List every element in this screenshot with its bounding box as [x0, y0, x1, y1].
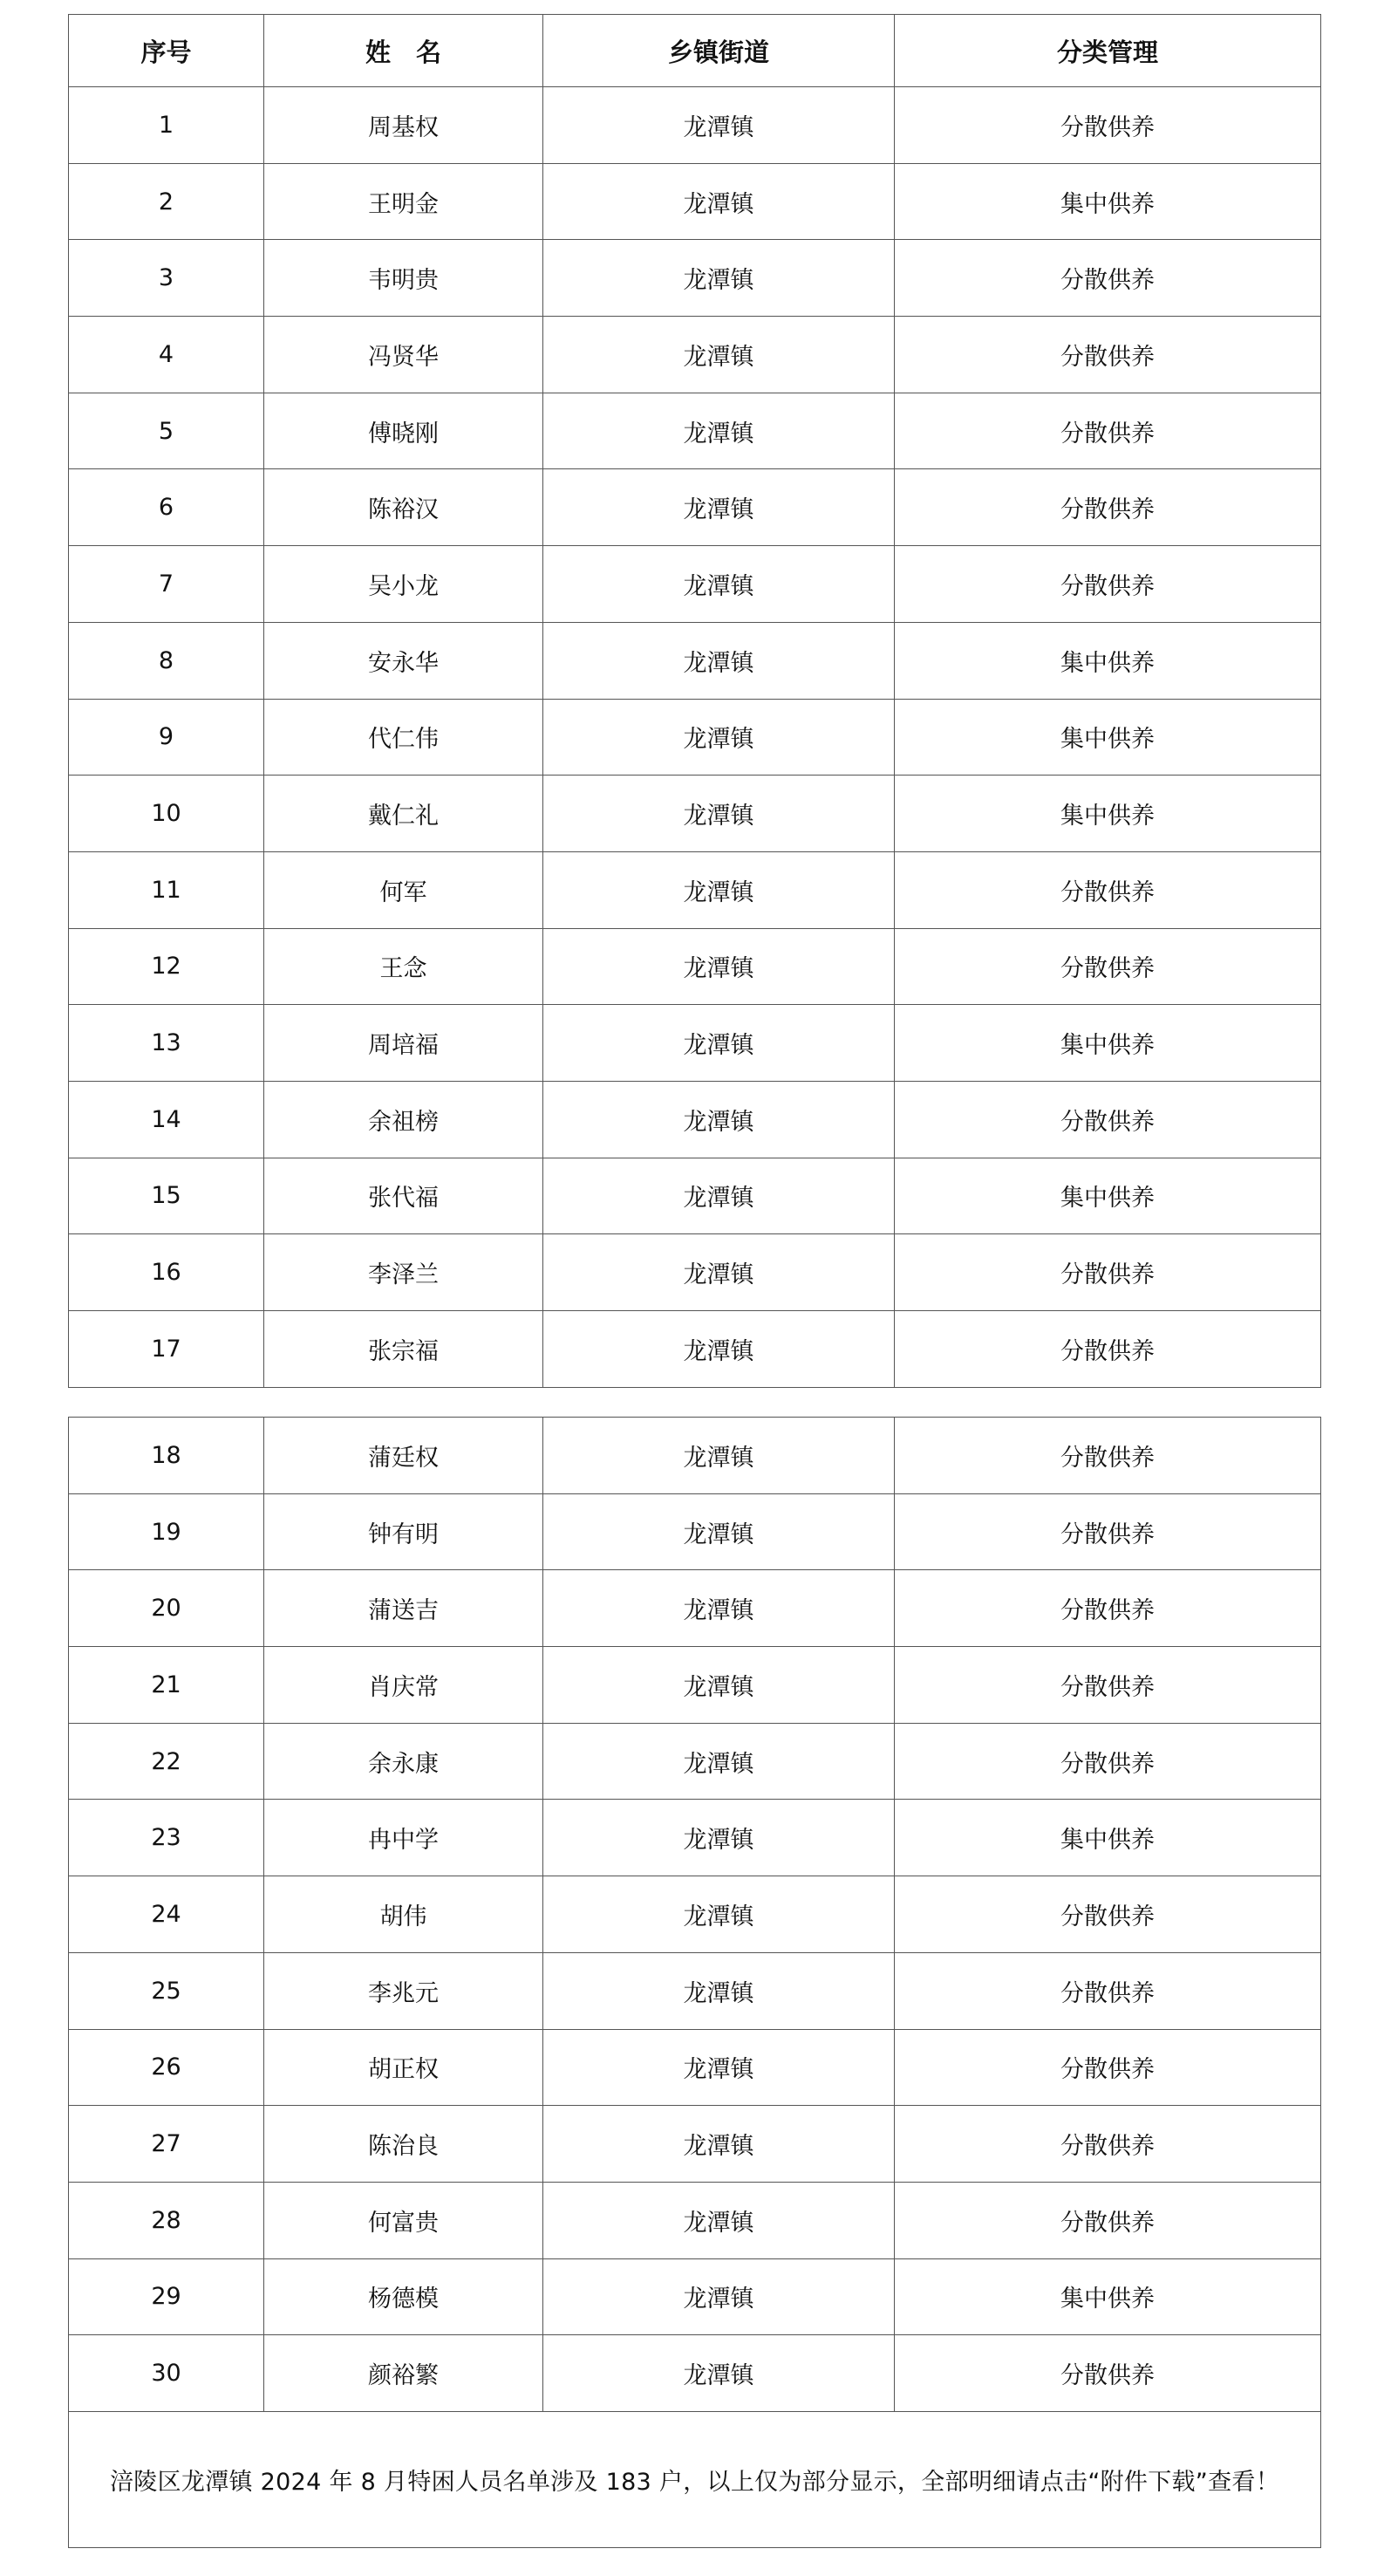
cell-name: 傅晓刚: [264, 393, 543, 469]
cell-name: 王念: [264, 928, 543, 1005]
cell-category: 分散供养: [895, 393, 1321, 469]
cell-category: 分散供养: [895, 851, 1321, 928]
cell-town: 龙潭镇: [543, 87, 895, 164]
cell-name: 蒲送吉: [264, 1570, 543, 1647]
cell-name: 张宗福: [264, 1311, 543, 1388]
cell-name: 冉中学: [264, 1800, 543, 1876]
roster-table-part-2: [68, 1417, 1321, 2548]
cell-category: 集中供养: [895, 1158, 1321, 1234]
cell-town: 龙潭镇: [543, 1311, 895, 1388]
cell-town: 龙潭镇: [543, 240, 895, 317]
cell-category: 分散供养: [895, 1081, 1321, 1158]
table-row: [69, 546, 1321, 623]
cell-category: 分散供养: [895, 546, 1321, 623]
cell-name: 颜裕繁: [264, 2335, 543, 2412]
cell-no: 10: [69, 776, 264, 852]
cell-name: 余祖榜: [264, 1081, 543, 1158]
cell-no: 17: [69, 1311, 264, 1388]
cell-category: 集中供养: [895, 1005, 1321, 1082]
cell-name: 张代福: [264, 1158, 543, 1234]
cell-town: 龙潭镇: [543, 851, 895, 928]
footer-row: [69, 2411, 1321, 2547]
cell-no: 8: [69, 622, 264, 699]
table-row: [69, 1418, 1321, 1494]
cell-no: 1: [69, 87, 264, 164]
table-row: [69, 240, 1321, 317]
table-row: [69, 393, 1321, 469]
table-row: [69, 622, 1321, 699]
cell-category: 分散供养: [895, 1311, 1321, 1388]
cell-category: 分散供养: [895, 87, 1321, 164]
cell-no: 13: [69, 1005, 264, 1082]
cell-name: 余永康: [264, 1723, 543, 1800]
cell-town: 龙潭镇: [543, 2258, 895, 2335]
cell-no: 24: [69, 1876, 264, 1953]
cell-no: 5: [69, 393, 264, 469]
cell-name: 陈裕汉: [264, 469, 543, 546]
roster-table-part-1: [68, 14, 1321, 1388]
cell-category: 分散供养: [895, 2335, 1321, 2412]
cell-category: 分散供养: [895, 1952, 1321, 2029]
cell-name: 何军: [264, 851, 543, 928]
cell-no: 23: [69, 1800, 264, 1876]
cell-name: 李兆元: [264, 1952, 543, 2029]
cell-no: 26: [69, 2029, 264, 2106]
table-row: [69, 2258, 1321, 2335]
cell-category: 集中供养: [895, 622, 1321, 699]
cell-name: 王明金: [264, 163, 543, 240]
cell-town: 龙潭镇: [543, 2182, 895, 2258]
cell-town: 龙潭镇: [543, 2106, 895, 2183]
cell-no: 3: [69, 240, 264, 317]
cell-no: 15: [69, 1158, 264, 1234]
footer-note: 涪陵区龙潭镇 2024 年 8 月特困人员名单涉及 183 户，以上仅为部分显示，全部明细请点击“附件下载”查看！: [69, 2411, 1321, 2547]
table-row: [69, 1234, 1321, 1311]
table-row: [69, 317, 1321, 393]
header-category: 分类管理: [895, 15, 1321, 87]
table-row: [69, 1311, 1321, 1388]
table-row: [69, 1158, 1321, 1234]
cell-name: 周基权: [264, 87, 543, 164]
table-row: [69, 469, 1321, 546]
cell-no: 25: [69, 1952, 264, 2029]
cell-town: 龙潭镇: [543, 928, 895, 1005]
cell-no: 22: [69, 1723, 264, 1800]
cell-town: 龙潭镇: [543, 699, 895, 776]
cell-town: 龙潭镇: [543, 469, 895, 546]
cell-name: 周培福: [264, 1005, 543, 1082]
table-row: [69, 776, 1321, 852]
cell-town: 龙潭镇: [543, 622, 895, 699]
cell-name: 安永华: [264, 622, 543, 699]
cell-name: 何富贵: [264, 2182, 543, 2258]
cell-no: 2: [69, 163, 264, 240]
cell-name: 李泽兰: [264, 1234, 543, 1311]
table-row: [69, 2335, 1321, 2412]
cell-town: 龙潭镇: [543, 1081, 895, 1158]
cell-town: 龙潭镇: [543, 2335, 895, 2412]
table-row: [69, 1493, 1321, 1570]
table-row: [69, 1647, 1321, 1724]
table-row: [69, 2106, 1321, 2183]
cell-town: 龙潭镇: [543, 393, 895, 469]
cell-town: 龙潭镇: [543, 1647, 895, 1724]
table-row: [69, 1876, 1321, 1953]
cell-no: 7: [69, 546, 264, 623]
cell-town: 龙潭镇: [543, 2029, 895, 2106]
cell-category: 集中供养: [895, 2258, 1321, 2335]
cell-category: 分散供养: [895, 1723, 1321, 1800]
header-town: 乡镇街道: [543, 15, 895, 87]
cell-category: 集中供养: [895, 163, 1321, 240]
cell-no: 12: [69, 928, 264, 1005]
cell-town: 龙潭镇: [543, 317, 895, 393]
cell-no: 20: [69, 1570, 264, 1647]
cell-no: 16: [69, 1234, 264, 1311]
cell-no: 30: [69, 2335, 264, 2412]
cell-town: 龙潭镇: [543, 163, 895, 240]
cell-category: 集中供养: [895, 699, 1321, 776]
cell-category: 分散供养: [895, 1647, 1321, 1724]
cell-name: 胡伟: [264, 1876, 543, 1953]
cell-category: 分散供养: [895, 1418, 1321, 1494]
cell-category: 分散供养: [895, 1570, 1321, 1647]
table-row: [69, 699, 1321, 776]
table-row: [69, 2029, 1321, 2106]
cell-name: 韦明贵: [264, 240, 543, 317]
cell-town: 龙潭镇: [543, 776, 895, 852]
cell-no: 27: [69, 2106, 264, 2183]
table-row: [69, 1081, 1321, 1158]
cell-town: 龙潭镇: [543, 1723, 895, 1800]
table-row: [69, 851, 1321, 928]
cell-town: 龙潭镇: [543, 1800, 895, 1876]
cell-town: 龙潭镇: [543, 1418, 895, 1494]
table-row: [69, 1570, 1321, 1647]
cell-category: 分散供养: [895, 1876, 1321, 1953]
cell-no: 14: [69, 1081, 264, 1158]
table-row: [69, 1800, 1321, 1876]
cell-no: 28: [69, 2182, 264, 2258]
table-row: [69, 1952, 1321, 2029]
cell-category: 集中供养: [895, 1800, 1321, 1876]
cell-category: 集中供养: [895, 776, 1321, 852]
table-header-row: [69, 15, 1321, 87]
cell-name: 蒲廷权: [264, 1418, 543, 1494]
cell-category: 分散供养: [895, 1493, 1321, 1570]
table-row: [69, 928, 1321, 1005]
cell-town: 龙潭镇: [543, 546, 895, 623]
cell-category: 分散供养: [895, 469, 1321, 546]
cell-town: 龙潭镇: [543, 1493, 895, 1570]
cell-no: 18: [69, 1418, 264, 1494]
cell-no: 4: [69, 317, 264, 393]
cell-town: 龙潭镇: [543, 1005, 895, 1082]
cell-town: 龙潭镇: [543, 1876, 895, 1953]
cell-no: 11: [69, 851, 264, 928]
cell-name: 杨德模: [264, 2258, 543, 2335]
table-row: [69, 1005, 1321, 1082]
table-row: [69, 2182, 1321, 2258]
cell-name: 戴仁礼: [264, 776, 543, 852]
cell-no: 29: [69, 2258, 264, 2335]
cell-category: 分散供养: [895, 1234, 1321, 1311]
header-no: 序号: [69, 15, 264, 87]
cell-town: 龙潭镇: [543, 1158, 895, 1234]
cell-no: 9: [69, 699, 264, 776]
cell-name: 代仁伟: [264, 699, 543, 776]
cell-category: 分散供养: [895, 2106, 1321, 2183]
cell-category: 分散供养: [895, 317, 1321, 393]
cell-name: 冯贤华: [264, 317, 543, 393]
cell-name: 吴小龙: [264, 546, 543, 623]
cell-no: 19: [69, 1493, 264, 1570]
cell-name: 钟有明: [264, 1493, 543, 1570]
cell-no: 21: [69, 1647, 264, 1724]
cell-town: 龙潭镇: [543, 1952, 895, 2029]
cell-name: 陈治良: [264, 2106, 543, 2183]
cell-town: 龙潭镇: [543, 1234, 895, 1311]
cell-town: 龙潭镇: [543, 1570, 895, 1647]
cell-category: 分散供养: [895, 240, 1321, 317]
cell-category: 分散供养: [895, 2029, 1321, 2106]
cell-name: 胡正权: [264, 2029, 543, 2106]
table-row: [69, 163, 1321, 240]
cell-category: 分散供养: [895, 2182, 1321, 2258]
table-row: [69, 1723, 1321, 1800]
cell-name: 肖庆常: [264, 1647, 543, 1724]
cell-category: 分散供养: [895, 928, 1321, 1005]
cell-no: 6: [69, 469, 264, 546]
header-name: 姓 名: [264, 15, 543, 87]
table-row: [69, 87, 1321, 164]
